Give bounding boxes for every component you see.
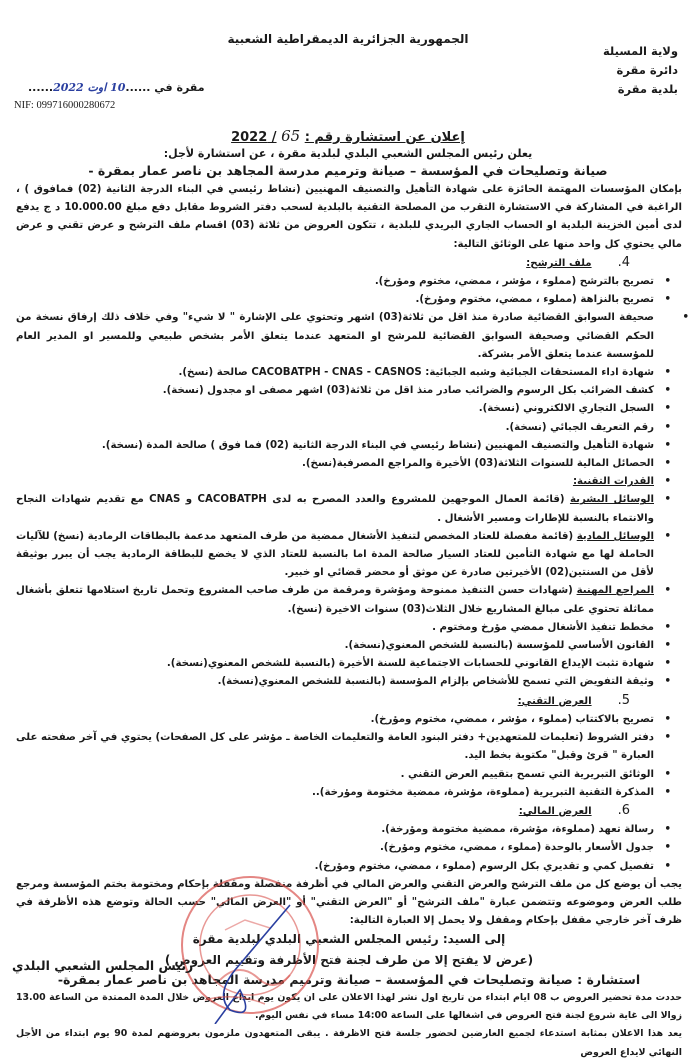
list-item: • مخطط تنفيذ الأشغال ممضي مؤرخ ومختوم .: [16, 619, 654, 637]
date-handwritten: 10 اوت 2022: [53, 81, 126, 94]
title-prefix: إعلان عن استشارة رقم :: [304, 130, 465, 145]
section-technical-heading: [16, 692, 630, 711]
list-item: • جدول الأسعار بالوحدة (مملوء ، ممضي، مختوم ومؤرخ).: [16, 839, 654, 857]
list-item: • شهادة تثبت الإيداع القانوني للحسابات الاجتماعية للسنة الأخيرة (بالنسبة للشخص المعنوي(نسخة).: [16, 655, 654, 673]
daira: دائرة مقرة: [616, 63, 678, 77]
section-number: 4.: [617, 254, 630, 270]
list-item: • الحصائل المالية للسنوات الثلاثة(03) الأخيرة والمراجع المصرفية(نسخ).: [16, 455, 654, 473]
commune: بلدية مقرة: [617, 82, 678, 96]
republic-heading: الجمهورية الجزائرية الديمقراطية الشعبية: [227, 32, 469, 46]
section-title: العرض المالي:: [518, 805, 592, 817]
list-item: • وثيقة التفويض التي تسمح للأشخاص بإلزام المؤسسة (بالنسبة للشخص المعنوي(نسخة).: [16, 673, 654, 691]
material-means-text: (قائمة مفصلة للعتاد المخصص لتنفيذ الأشغال ممضية من طرف المتعهد مدعمة بالبطاقات الرمادية (نسخ) للآليات الحاملة لها مع شهادة التأمين للعتاد السيار صالحة المدة اما بالنسبة للعتاد الذي لا يخضع للبطاقة الرمادية يجب أن يبرر بوثيقة لأقل من السنتين(02) الأخيرتين صادرة عن موثق أو محضر قضائي او خبير.: [16, 530, 654, 579]
envelope-paragraph: يجب أن يوضع كل من ملف الترشح والعرض التقني والعرض المالي في أظرفة منفصلة ومقفلة بإحكام ومختومة بختم المؤسسة ومرجع طلب العرض وموضوعه وتتضمن عبارة "ملف الترشح" أو "العرض التقني" أو "العرض المالي" حسب الحالة وتوضع هذه الأظرفة في ظرف آخر خارجي مقفل بإحكام ومقفل ولا يحمل إلا العبارة التالية:: [16, 878, 682, 927]
section-title: العرض التقني:: [517, 695, 592, 707]
section-number: 6.: [617, 802, 630, 818]
addressee: إلى السيد: رئيس المجلس الشعبي البلدي لبلدية مقرة: [192, 932, 506, 947]
not-open-notice: (عرض لا يفتح إلا من طرف لجنة فتح الأظرفة وتقييم العروض ): [164, 952, 534, 967]
references-text: (شهادات حسن التنفيذ ممنوحة ومؤشرة ومرقمة من طرف صاحب المشروع وتحمل تاريخ استلامها تتعلق بأشغال مماثلة تحتوي على مبالغ المشاريع خلال الثلاث(03) سنوات الاخيرة (نسخ).: [16, 585, 654, 615]
candidacy-list: [16, 273, 682, 692]
list-item: • دفتر الشروط (تعليمات للمتعهدين+ دفتر البنود العامة والتعليمات الخاصة ـ مؤشر على كل الصفحات) يحتوي في آخر صفحته على العبارة " قرئ وقبل" مكتوبة بخط اليد.: [16, 729, 654, 765]
title-year: / 2022: [231, 130, 277, 145]
deadline-paragraph: حددت مدة تحضير العروض ب 08 ايام ابتداء من تاريخ اول نشر لهذا الاعلان على ان يكون يوم ايداع العروض خلال المدة الممتدة من الساعة 13.00 زوالا الى غاية شروع لجنة فتح العروض في اشغالها على الساعة 14:00 مساء في نفس اليوم.: [16, 991, 682, 1022]
date-label: مقرة في ......: [125, 81, 205, 94]
list-item: • تصريح بالاكتتاب (مملوء ، مؤشر ، ممضي، مختوم ومؤرخ).: [16, 711, 654, 729]
list-item: • شهادة اداء المستحقات الجبائية وشبه الجبائية: CACOBATPH - CNAS - CASNOS صالحة (نسخ).: [16, 364, 654, 382]
list-item: • السجل التجاري الالكتروني (نسخة).: [16, 400, 654, 418]
list-item: • تصريح بالنزاهة (مملوء ، ممضي، مختوم ومؤرخ).: [16, 291, 654, 309]
human-means-text: (قائمة العمال الموجهين للمشروع والعدد المصرح به لدى CACOBATPH و CNAS مع تقديم شهادات النجاح والانتماء بالنسبة للإطارات ومسير الأشغال .: [16, 494, 654, 524]
list-item: • المذكرة التقنية التبريرية (مملوءة، مؤشرة، ممضية مختومة ومؤرخة)..: [16, 784, 654, 802]
list-item: • تفصيل كمي و تقديري بكل الرسوم (مملوء ، ممضي، مختوم ومؤرخ).: [16, 858, 654, 876]
list-item: • رسالة تعهد (مملوءة، مؤشرة، ممضية مختومة ومؤرخة).: [16, 821, 654, 839]
capacities-title: القدرات التقنية:: [572, 476, 654, 488]
intro-paragraph: بإمكان المؤسسات المهتمة الحائزة على شهادة التأهيل والتصنيف المهنيين (نشاط رئيسي في البناء الدرجة الثانية (02) فمافوق ) ، الراغبة في المشاركة في الاستشارة التقرب من المصلحة التقنية بالبلدية لسحب دفتر الشروط مقابل دفع مبلغ 10.000.00 د ج يدفع لدى أمين الخزينة البلدية او الحساب الجاري البريدي للبلدية ، تتكون العروض من ثلاثة (03) اقسام ملف الترشح و عرض تقني و عرض مالي يحتوي كل واحد منها على الوثائق التالية:: [16, 184, 682, 250]
list-item: • رقم التعريف الجبائي (نسخة).: [16, 419, 654, 437]
signature-title: رئيس المجلس الشعبي البلدي: [12, 958, 194, 973]
consultation-number: 65: [281, 127, 301, 145]
consultation-subject: استشارة : صيانة وتصليحات في المؤسسة – صيانة وترميم مدرسة المجاهد بن ناصر عمار بمقرة-: [57, 971, 641, 987]
financial-list: [16, 821, 682, 876]
section-title: ملف الترشح:: [526, 257, 592, 269]
document-title: [0, 127, 696, 145]
list-item: [16, 473, 654, 491]
nif-number: NIF: 099716000280672: [14, 100, 116, 111]
date-suffix: ......: [28, 81, 54, 94]
announcement-line: يعلن رئيس المجلس الشعبي البلدي لبلدية مقرة ، عن استشارة لأجل:: [163, 147, 533, 160]
references-label: المراجع المهنية: [576, 585, 654, 597]
list-item: [16, 582, 654, 618]
section-number: 5.: [617, 692, 630, 708]
list-item: • كشف الضرائب بكل الرسوم والضرائب صادر منذ اقل من ثلاثة(03) اشهر مصفى او مجدول (نسخة).: [16, 382, 654, 400]
date-line: [28, 81, 205, 94]
validity-paragraph: يعد هذا الاعلان بمثابة استدعاء لجميع العارضين لحضور جلسة فتح الاظرفة . يبقى المتعهدون ملزمون بعروضهم لمدة 90 يوم ابتداء من الأجل النهائي لايداع العروض: [16, 1028, 682, 1058]
list-item: • الوثائق التبريرية التي تسمح بتقييم العرض التقني .: [16, 766, 654, 784]
list-item: [16, 528, 654, 583]
technical-list: [16, 711, 682, 802]
human-means-label: الوسائل البشرية: [569, 494, 654, 506]
list-item: • القانون الأساسي للمؤسسة (بالنسبة للشخص المعنوي(نسخة).: [16, 637, 654, 655]
signature-mark: [195, 900, 305, 1024]
section-financial-heading: [16, 802, 630, 821]
document-body: [16, 181, 682, 1062]
administration-block: [603, 42, 678, 99]
list-item: • تصريح بالترشح (مملوء ، مؤشر ، ممضي، مختوم ومؤرخ).: [16, 273, 654, 291]
section-candidacy-heading: [16, 254, 630, 273]
material-means-label: الوسائل المادية: [576, 530, 654, 542]
list-item: • شهادة التأهيل والتصنيف المهنيين (نشاط رئيسي في البناء الدرجة الثانية (02) فما فوق ) صالحة المدة (نسخة).: [16, 437, 654, 455]
list-item: • صحيفة السوابق القضائية صادرة منذ اقل من ثلاثة(03) اشهر وتحتوي على الإشارة " لا شيء" وفي خلاف ذلك إرفاق نسخة من الحكم القضائي وصحيفة السوابق القضائية للمرشح او المتعهد عندما يتعلق الأمر بشخص طبيعي وللمسير او المدير العام للمؤسسة عندما يتعلق الأمر بشركة.: [16, 309, 672, 364]
wilaya: ولاية المسيلة: [602, 44, 678, 58]
subject-line: صيانة وتصليحات في المؤسسة – صيانة وترميم مدرسة المجاهد بن ناصر عمار بمقرة -: [88, 163, 608, 178]
list-item: [16, 491, 654, 527]
